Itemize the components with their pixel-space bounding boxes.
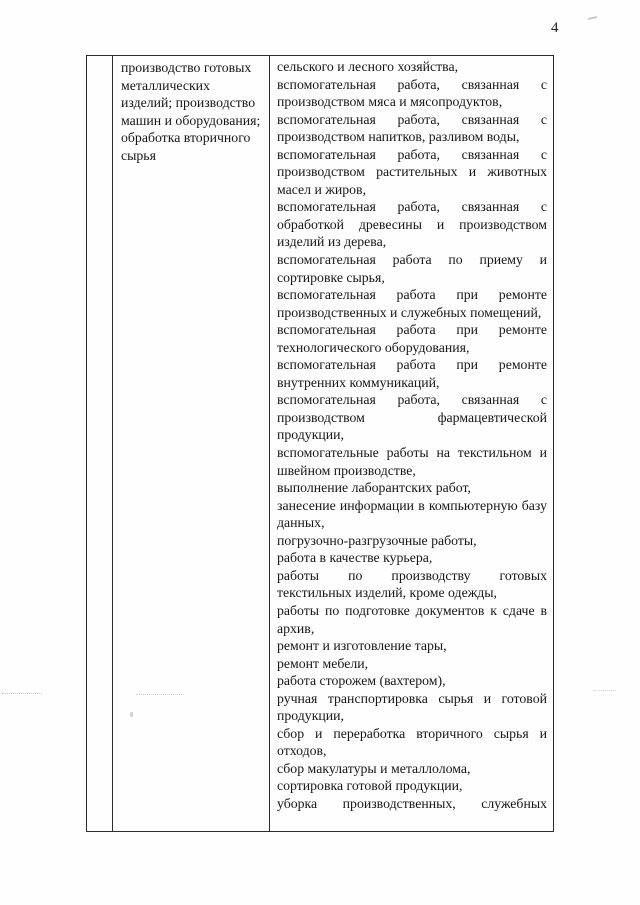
work-item: сбор макулатуры и металлолома, bbox=[277, 760, 471, 776]
page-number: 4 bbox=[551, 20, 559, 36]
work-item: вспомогательная работа при ремонте технологического оборудования, bbox=[277, 322, 547, 355]
work-item: вспомогательные работы на текстильном и швейном производстве, bbox=[277, 445, 547, 478]
work-item: сельского и лесного хозяйства, bbox=[277, 59, 459, 74]
work-item: ручная транспортировка сырья и готовой продукции, bbox=[277, 690, 547, 724]
table-cell-works-list bbox=[270, 56, 553, 831]
work-item: вспомогательная работа, связанная с производством фармацевтической продукции, bbox=[277, 392, 547, 443]
work-item: вспомогательная работа, связанная с производством растительных и животных масел и жиров, bbox=[277, 146, 547, 197]
work-item: вспомогательная работа при ремонте производственных и служебных помещений, bbox=[277, 287, 547, 320]
table bbox=[86, 55, 554, 832]
work-item: вспомогательная работа, связанная с производством напитков, разливом воды, bbox=[277, 111, 547, 145]
table-cell-row-number bbox=[87, 56, 113, 831]
work-item: вспомогательная работа, связанная с производством мяса и мясопродуктов, bbox=[277, 76, 547, 110]
scan-artifact bbox=[2, 693, 42, 694]
work-item: вспомогательная работа по приему и сортировке сырья, bbox=[277, 252, 547, 285]
work-item: ремонт и изготовление тары, bbox=[277, 638, 447, 654]
work-item: сбор и переработка вторичного сырья и отходов, bbox=[277, 725, 547, 759]
work-item: работа в качестве курьера, bbox=[277, 550, 433, 566]
work-item: выполнение лаборантских работ, bbox=[277, 480, 471, 496]
work-item: уборка производственных, служебных bbox=[277, 795, 547, 811]
work-item: работы по производству готовых текстильных изделий, кроме одежды, bbox=[277, 567, 547, 601]
scan-artifact bbox=[594, 690, 616, 691]
work-item: работы по подготовке документов к сдаче в архив, bbox=[277, 602, 547, 636]
scan-artifact bbox=[588, 16, 597, 20]
work-item: сортировка готовой продукции, bbox=[277, 778, 463, 794]
table-cell-category: производство готовых металлических изделий; производство машин и оборудования; обработка вторичного сырья bbox=[113, 56, 270, 831]
work-item: работа сторожем (вахтером), bbox=[277, 673, 446, 689]
work-item: вспомогательная работа при ремонте внутренних коммуникаций, bbox=[277, 357, 547, 390]
work-item: занесение информации в компьютерную базу данных, bbox=[277, 497, 547, 531]
work-item: ремонт мебели, bbox=[277, 655, 369, 671]
work-item: погрузочно-разгрузочные работы, bbox=[277, 532, 477, 548]
work-item: вспомогательная работа, связанная с обработкой древесины и производством изделий из дерева, bbox=[277, 199, 547, 250]
